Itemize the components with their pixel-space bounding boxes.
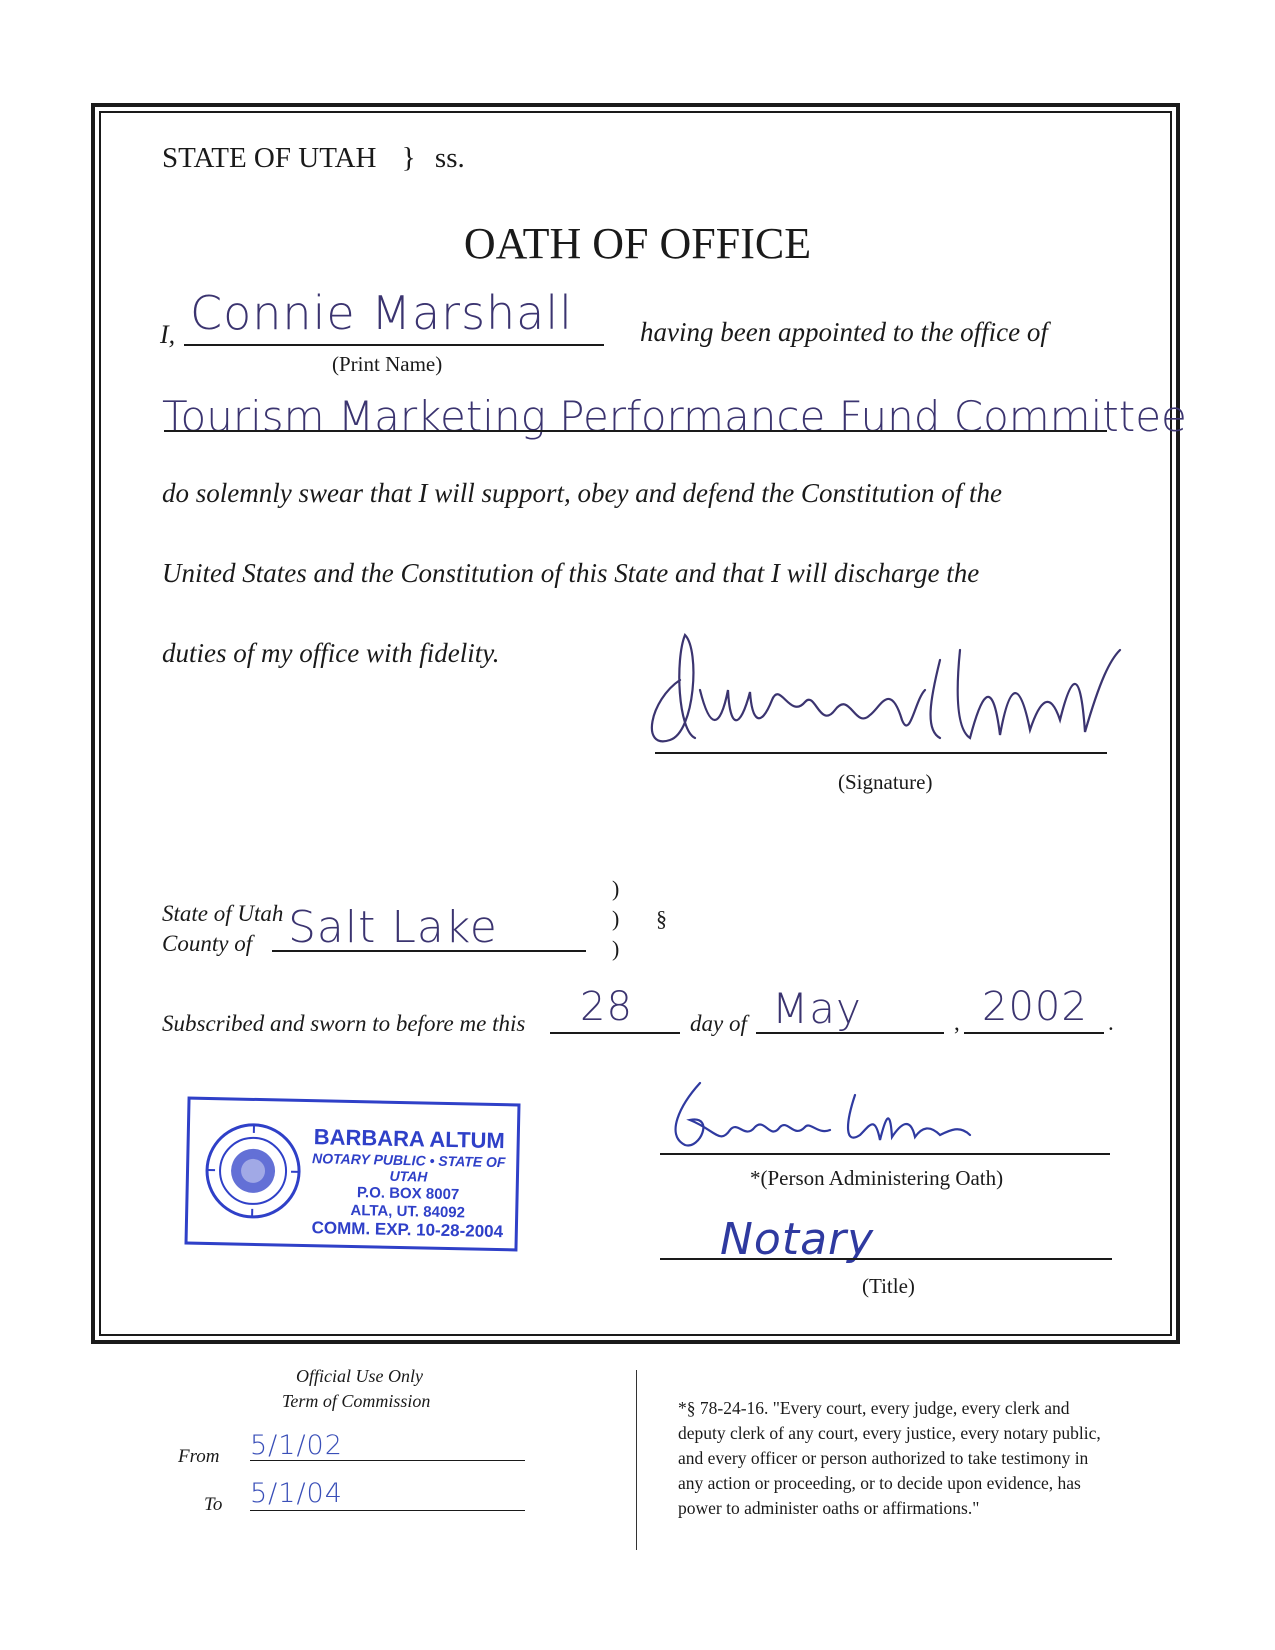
print-name-caption: (Print Name) [332, 352, 443, 376]
title-caption: (Title) [862, 1274, 915, 1298]
bottom-divider [636, 1370, 637, 1550]
signature-line [655, 752, 1107, 754]
section-symbol: § [656, 906, 667, 931]
footnote-line-1: *§ 78-24-16. "Every court, every judge, every clerk and [678, 1398, 1070, 1418]
term-heading: Term of Commission [282, 1391, 431, 1411]
stamp-name: BARBARA ALTUM [313, 1124, 506, 1154]
state-name: STATE OF UTAH [162, 142, 377, 174]
appointed-text: having been appointed to the office of [640, 317, 1048, 347]
stamp-line-1: NOTARY PUBLIC • STATE OF UTAH [311, 1150, 506, 1186]
stamp-line-3: ALTA, UT. 84092 [350, 1201, 466, 1222]
stamp-text [300, 1124, 517, 1243]
title-value: Notary [720, 1214, 875, 1265]
administrator-signature [660, 1075, 1060, 1155]
to-label: To [204, 1494, 223, 1515]
print-name-value: Connie Marshall [190, 286, 573, 340]
from-value: 5/1/02 [250, 1430, 343, 1461]
venue-paren-2: ) [612, 906, 620, 931]
subscribed-text: Subscribed and sworn to before me this [162, 1011, 526, 1036]
venue-paren-1: ) [612, 876, 620, 901]
footnote-line-5: power to administer oaths or affirmations." [678, 1498, 980, 1518]
county-line [272, 950, 586, 952]
print-name-line [184, 344, 604, 346]
notary-seal-icon [202, 1118, 314, 1230]
from-label: From [178, 1446, 220, 1467]
office-line [164, 430, 1107, 432]
venue-paren-3: ) [612, 936, 620, 961]
footnote [678, 1396, 1101, 1521]
notary-stamp [184, 1097, 520, 1252]
footnote-line-4: any action or proceeding, or to decide upon evidence, has [678, 1473, 1081, 1493]
state-header [162, 142, 465, 175]
day-of-text: day of [690, 1011, 747, 1036]
county-value: Salt Lake [288, 902, 498, 953]
date-comma: , [954, 1010, 960, 1035]
administrator-caption: *(Person Administering Oath) [750, 1166, 1004, 1190]
i-prefix: I, [160, 320, 176, 349]
administrator-line [660, 1153, 1110, 1155]
brace: } [401, 142, 416, 174]
county-of-label: County of [162, 931, 253, 956]
state-of-utah-label: State of Utah [162, 901, 284, 926]
official-use-heading: Official Use Only [296, 1366, 423, 1386]
from-line [250, 1460, 525, 1461]
date-period: . [1108, 1010, 1114, 1035]
day-value: 28 [580, 984, 633, 1030]
document-title: OATH OF OFFICE [463, 219, 812, 268]
stamp-line-2: P.O. BOX 8007 [356, 1184, 460, 1204]
oath-taker-signature [640, 620, 1140, 760]
day-line [550, 1032, 680, 1034]
year-value: 2002 [982, 984, 1088, 1030]
footnote-line-2: deputy clerk of any court, every justice, every notary public, [678, 1423, 1101, 1443]
stamp-line-4: COMM. EXP. 10-28-2004 [311, 1218, 504, 1242]
to-value: 5/1/04 [250, 1478, 343, 1509]
signature-caption: (Signature) [838, 770, 933, 794]
month-line [756, 1032, 944, 1034]
ss-label: ss. [434, 142, 465, 174]
title-line [660, 1258, 1112, 1260]
year-line [964, 1032, 1104, 1034]
to-line [250, 1510, 525, 1511]
office-value: Tourism Marketing Performance Fund Committee [162, 392, 1187, 441]
footnote-line-3: and every officer or person authorized to take testimony in [678, 1448, 1089, 1468]
oath-line-2: United States and the Constitution of this State and that I will discharge the [162, 558, 980, 588]
oath-line-3: duties of my office with fidelity. [162, 638, 500, 668]
month-value: May [772, 984, 862, 1033]
oath-line-1: do solemnly swear that I will support, obey and defend the Constitution of the [162, 478, 1002, 508]
